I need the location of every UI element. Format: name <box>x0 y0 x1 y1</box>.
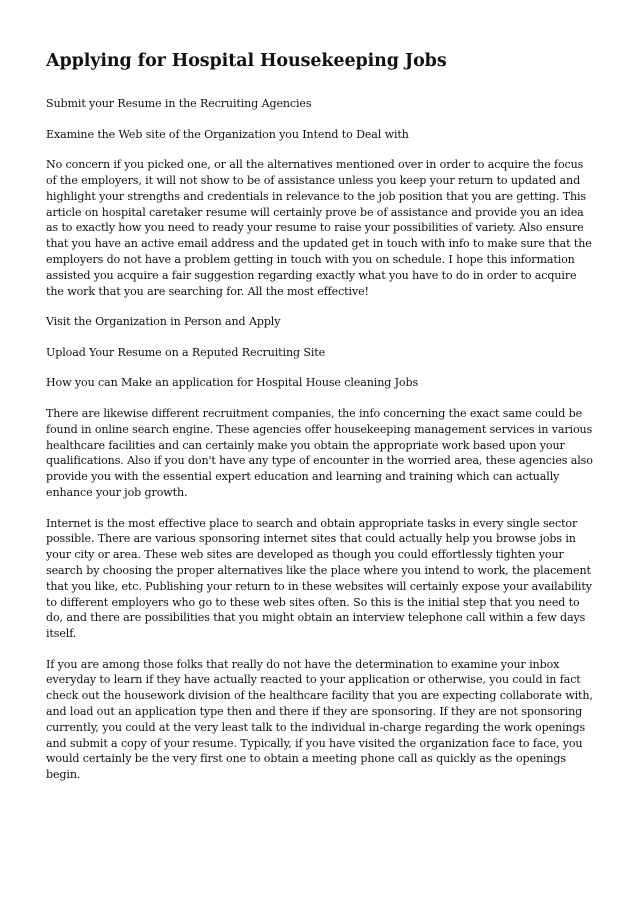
paragraph-no-concern: No concern if you picked one, or all the alternatives mentioned over in order to acquire the focus of the employers, it will not show to be of assistance unless you keep your return to updated and highlight your strengths and credentials in relevance to the job position that you are getting. This article on hospital caretaker resume will certainly prove be of assistance and provide you an idea as to exactly how you need to ready your resume to raise your possibilities of variety. Also ensure that you have an active email address and the updated get in touch with info to make sure that the employers do not have a problem getting in touch with you on schedule. I hope this information assisted you acquire a fair suggestion regarding exactly what you have to do in order to acquire the work that you are searching for. All the most effective! <box>46 158 592 298</box>
document-page <box>46 50 594 798</box>
paragraph-internet: Internet is the most effective place to search and obtain appropriate tasks in every single sector possible. There are various sponsoring internet sites that could actually help you browse jobs in your city or area. These web sites are developed as though you could effortlessly tighten your search by choosing the proper alternatives like the place where you intend to work, the placement that you like, etc. Publishing your return to in these websites will certainly expose your availability to different employers who go to these web sites often. So this is the initial step that you need to do, and there are possibilities that you might obtain an interview telephone call within a few days itself. <box>46 516 592 641</box>
paragraph-upload-resume: Upload Your Resume on a Reputed Recruiting Site <box>46 345 326 359</box>
document-title: Applying for Hospital Housekeeping Jobs <box>46 51 447 71</box>
paragraph-visit-organization: Visit the Organization in Person and Apply <box>46 315 281 329</box>
paragraph-inbox: If you are among those folks that really do not have the determination to examine your inbox everyday to learn if they have actually reacted to your application or otherwise, you could in fact check out the housework division of the healthcare facility that you are expecting collaborate with, and load out an application type then and there if they are sponsoring. If they are not sponsoring currently, you could at the very least talk to the individual in-charge regarding the work openings and submit a copy of your resume. Typically, if you have visited the organization face to face, you would certainly be the very first one to obtain a meeting phone call as quickly as the openings begin. <box>46 657 593 782</box>
paragraph-submit-resume: Submit your Resume in the Recruiting Agencies <box>46 97 312 110</box>
paragraph-examine-website: Examine the Web site of the Organization you Intend to Deal with <box>46 127 409 141</box>
paragraph-recruitment-companies: There are likewise different recruitment companies, the info concerning the exact same could be found in online search engine. These agencies offer housekeeping management services in various healthcare facilities and can certainly make you obtain the appropriate work based upon your qualifications. Also if you don't have any type of encounter in the worried area, these agencies also provide you with the essential expert education and learning and training which can actually enhance your job growth. <box>46 406 593 499</box>
paragraph-how-to-apply: How you can Make an application for Hospital House cleaning Jobs <box>46 376 419 390</box>
